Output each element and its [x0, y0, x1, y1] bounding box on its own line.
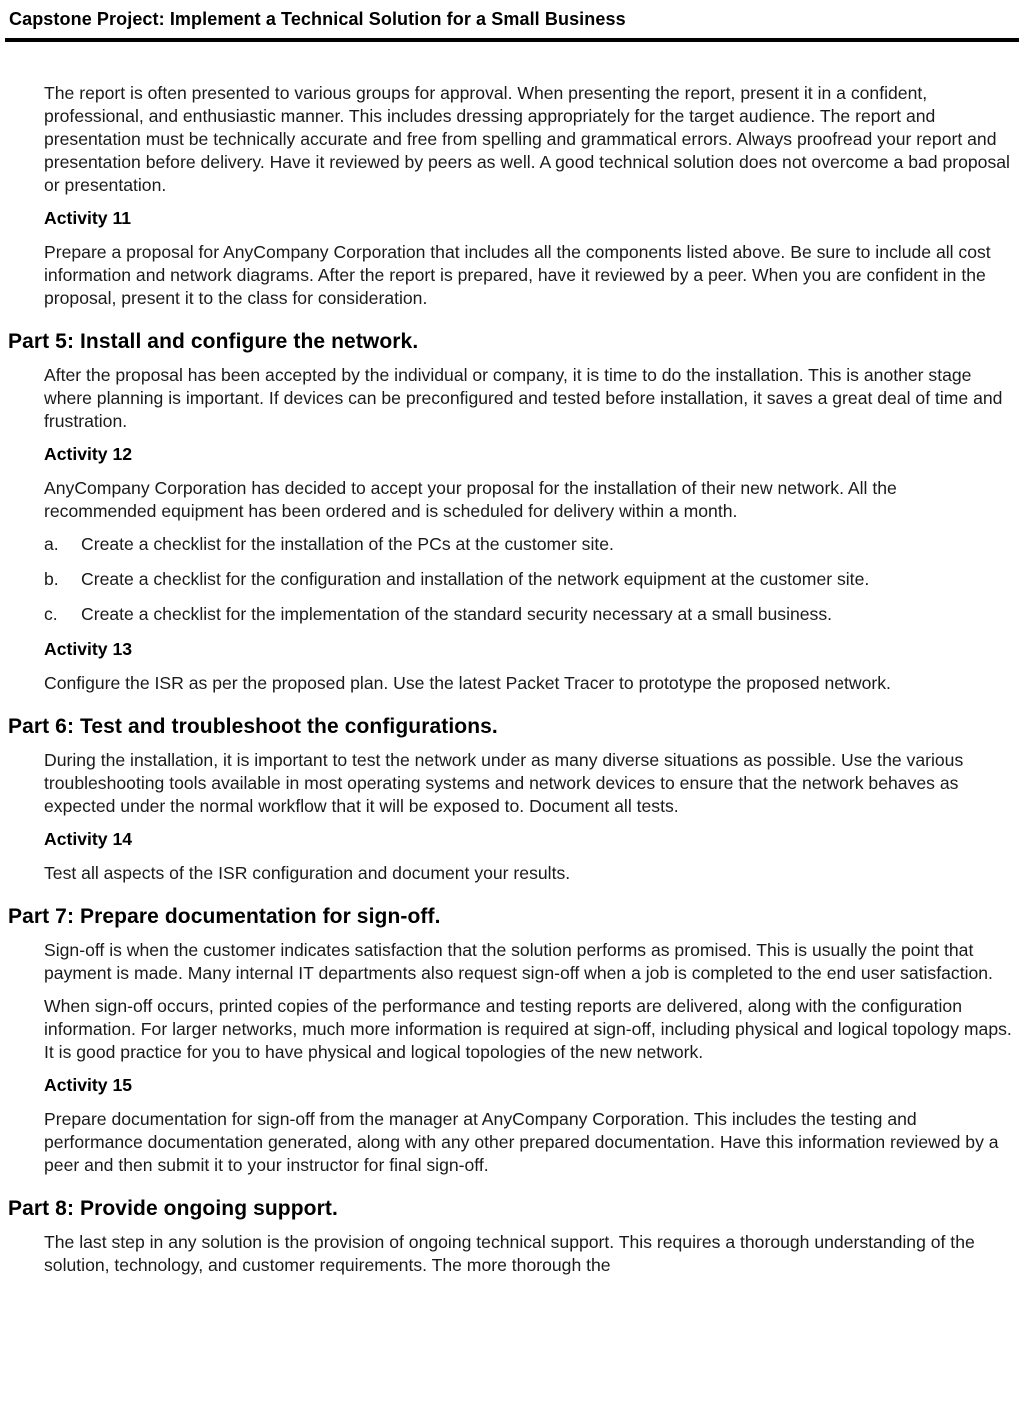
- list-item-text: Create a checklist for the implementation of the standard security necessary at a small business.: [81, 604, 833, 624]
- list-marker: a.: [44, 534, 59, 554]
- part-6-paragraph: During the installation, it is important to test the network under as many diverse situations as possible. Use the various troubleshooting tools available in most operating systems and network devices to ensure that the network behaves as expected under the normal workflow that it will be exposed to. Document all tests.: [44, 750, 964, 816]
- part-7-heading: Part 7: Prepare documentation for sign-off.: [8, 905, 441, 928]
- list-marker: c.: [44, 604, 58, 624]
- document-title: Capstone Project: Implement a Technical Solution for a Small Business: [9, 9, 626, 29]
- activity-15-title: Activity 15: [44, 1075, 133, 1095]
- part-8-paragraph: The last step in any solution is the provision of ongoing technical support. This requires a thorough understanding of the solution, technology, and customer requirements. The more thorough the: [44, 1232, 975, 1275]
- list-item-text: Create a checklist for the installation of the PCs at the customer site.: [81, 534, 614, 554]
- intro-paragraph: The report is often presented to various groups for approval. When presenting the report, present it in a confident, professional, and enthusiastic manner. This includes dressing appropriately for the target audience. The report and presentation must be technically accurate and free from spelling and grammatical errors. Always proofread your report and presentation before delivery. Have it reviewed by peers as well. A good technical solution does not overcome a bad proposal or presentation.: [44, 83, 1010, 195]
- page-header: [5, 0, 1019, 42]
- list-marker: b.: [44, 569, 59, 589]
- activity-15-text: Prepare documentation for sign-off from the manager at AnyCompany Corporation. This includes the testing and performance documentation generated, along with any other prepared documentation. Have this information reviewed by a peer and then submit it to your instructor for final sign-off.: [44, 1109, 999, 1175]
- activity-13-text: Configure the ISR as per the proposed plan. Use the latest Packet Tracer to prototype the proposed network.: [44, 673, 891, 693]
- list-item-c: [44, 603, 1014, 626]
- list-item-a: [44, 533, 1014, 556]
- part-6-heading: Part 6: Test and troubleshoot the configurations.: [8, 715, 498, 738]
- activity-11-text: Prepare a proposal for AnyCompany Corporation that includes all the components listed above. Be sure to include all cost information and network diagrams. After the report is prepared, have it reviewed by a peer. When you are confident in the proposal, present it to the class for consideration.: [44, 242, 991, 308]
- list-item-b: [44, 568, 1014, 591]
- part-8-heading: Part 8: Provide ongoing support.: [8, 1197, 338, 1220]
- document-body: [0, 82, 1020, 1287]
- activity-12-title: Activity 12: [44, 444, 133, 464]
- activity-12-text: AnyCompany Corporation has decided to accept your proposal for the installation of their new network. All the recommended equipment has been ordered and is scheduled for delivery within a month.: [44, 478, 897, 521]
- list-item-text: Create a checklist for the configuration and installation of the network equipment at the customer site.: [81, 569, 870, 589]
- part-5-paragraph: After the proposal has been accepted by the individual or company, it is time to do the installation. This is another stage where planning is important. If devices can be preconfigured and tested before installation, it saves a great deal of time and frustration.: [44, 365, 1003, 431]
- part-7-paragraph-1: Sign-off is when the customer indicates satisfaction that the solution performs as promised. This is usually the point that payment is made. Many internal IT departments also request sign-off when a job is completed to the end user satisfaction.: [44, 940, 993, 983]
- part-7-paragraph-2: When sign-off occurs, printed copies of the performance and testing reports are delivered, along with the configuration information. For larger networks, much more information is required at sign-off, including physical and logical topology maps. It is good practice for you to have physical and logical topologies of the new network.: [44, 996, 1012, 1062]
- activity-14-text: Test all aspects of the ISR configuration and document your results.: [44, 863, 571, 883]
- activity-11-title: Activity 11: [44, 208, 132, 228]
- part-5-heading: Part 5: Install and configure the network.: [8, 330, 419, 353]
- activity-13-title: Activity 13: [44, 639, 133, 659]
- activity-14-title: Activity 14: [44, 829, 133, 849]
